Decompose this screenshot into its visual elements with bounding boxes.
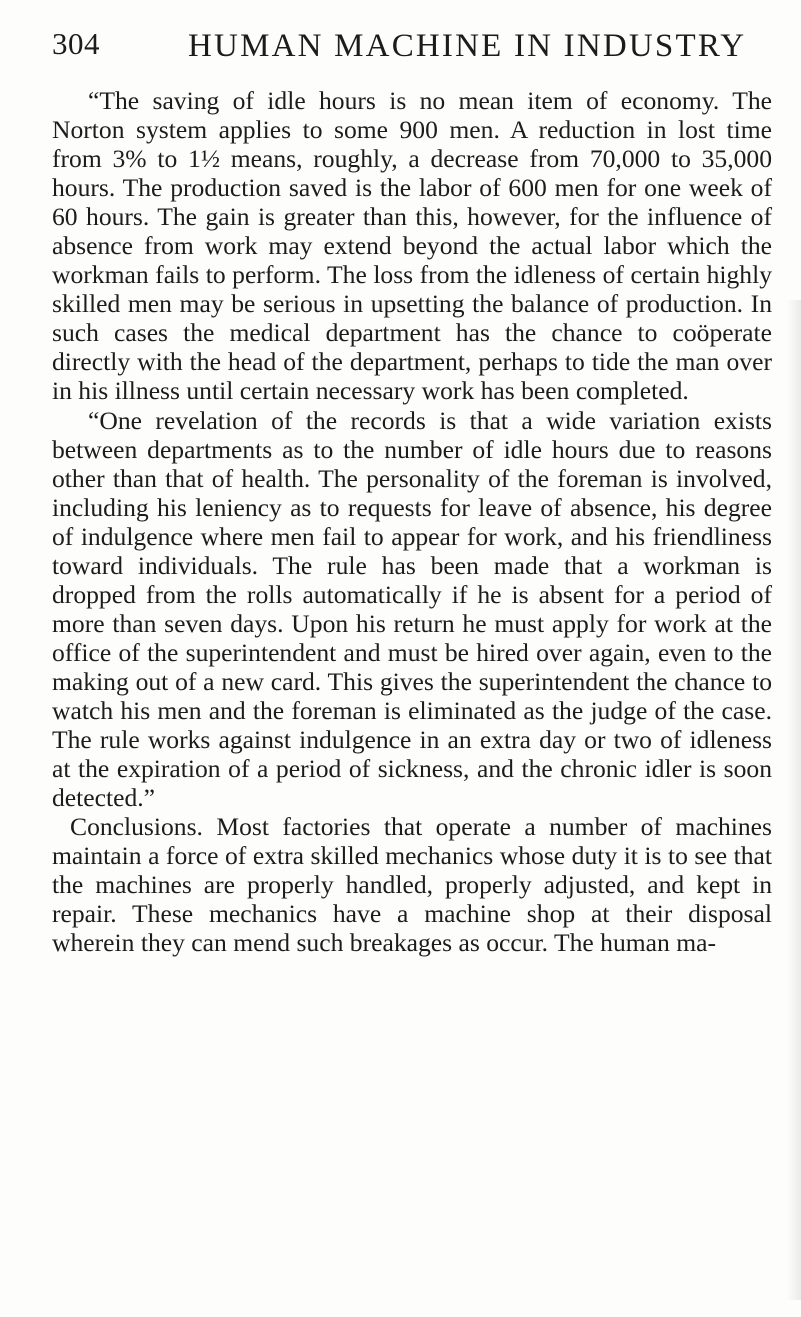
- page-number: 304: [52, 26, 100, 61]
- conclusions-heading: Conclusions.: [70, 812, 203, 842]
- running-title: HUMAN MACHINE IN INDUSTRY: [188, 28, 747, 64]
- conclusions-text: Most factories that operate a number of machines maintain a force of extra skilled mechanics whose duty it is to see that the machines are properly handled, properly adjusted, and kept in repair. These mechanics have a machine shop at their disposal wherein they can mend such breakages as occur. The human ma-: [52, 812, 772, 958]
- body-text: [52, 86, 772, 957]
- running-head: [52, 26, 752, 76]
- paragraph-records-revelation: “One revelation of the records is that a wide variation exists between departments as to the number of idle hours due to reasons other than that of health. The personality of the foreman is involved, including his leniency as to requests for leave of absence, his degree of indulgence where men fail to appear for work, and his friendliness toward individuals. The rule has been made that a workman is dropped from the rolls automatically if he is absent for a period of more than seven days. Upon his return he must apply for work at the office of the superintendent and must be hired over again, even to the making out of a new card. This gives the superintendent the chance to watch his men and the foreman is eliminated as the judge of the case. The rule works against indulgence in an extra day or two of idleness at the expiration of a period of sickness, and the chronic idler is soon detected.”: [52, 405, 772, 813]
- paragraph-conclusions: [52, 812, 772, 957]
- page-edge-shadow: [787, 300, 801, 1300]
- paragraph-norton-system: “The saving of idle hours is no mean item of economy. The Norton system applies to some 900 men. A reduction in lost time from 3% to 1½ means, roughly, a decrease from 70,000 to 35,000 hours. The production saved is the labor of 600 men for one week of 60 hours. The gain is greater than this, however, for the influence of absence from work may extend beyond the actual labor which the workman fails to perform. The loss from the idleness of certain highly skilled men may be serious in upsetting the balance of production. In such cases the medical department has the chance to coöperate directly with the head of the department, perhaps to tide the man over in his illness until certain necessary work has been completed.: [52, 86, 772, 406]
